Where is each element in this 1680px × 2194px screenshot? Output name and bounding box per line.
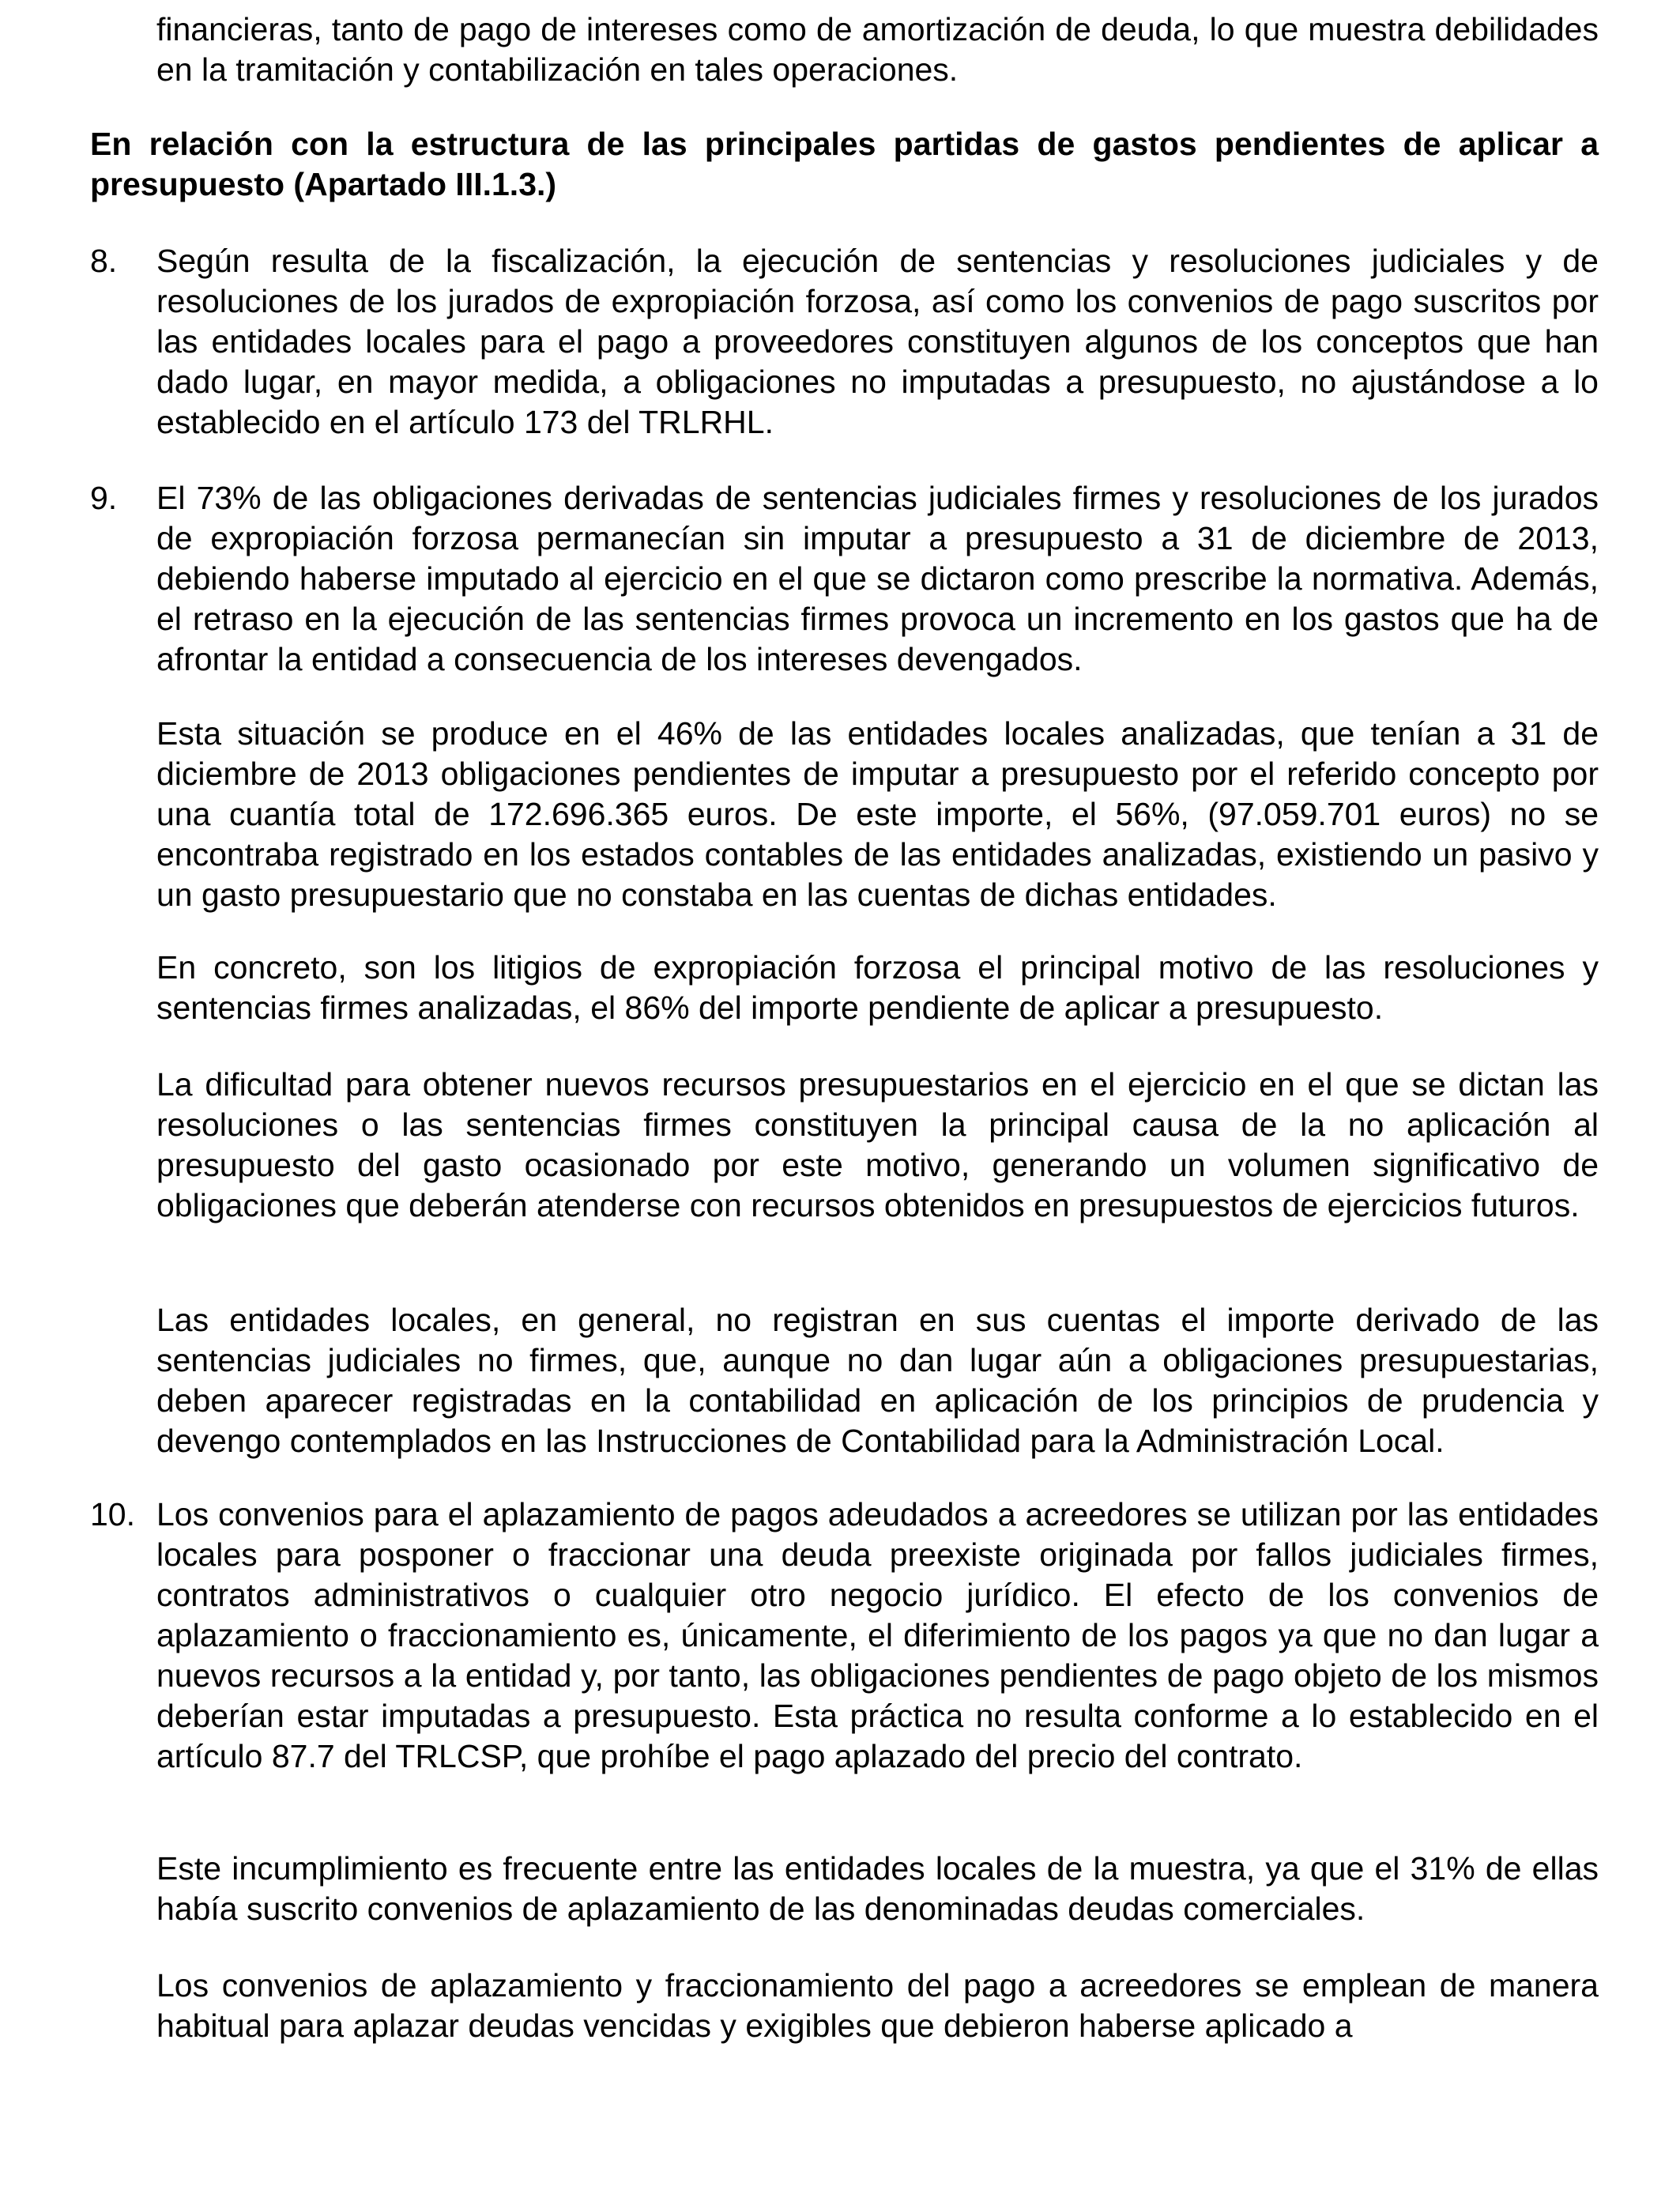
item-9-paragraph-2-block	[0, 948, 1680, 1028]
section-heading-block	[0, 124, 1680, 205]
item-10-number: 10.	[90, 1496, 135, 1532]
item-9-text: El 73% de las obligaciones derivadas de sentencias judiciales firmes y resoluciones de los jurados de expropiación forzosa permanecían sin imputar a presupuesto a 31 de diciembre de 2013, debiendo haberse imputado al ejercicio en el que se dictaron como prescribe la normativa. Además, el retraso en la ejecución de las sentencias firmes provoca un incremento en los gastos que ha de afrontar la entidad a consecuencia de los intereses devengados.	[156, 480, 1599, 677]
item-9	[0, 478, 1680, 680]
item-10	[0, 1495, 1680, 1777]
item-10-text: Los convenios para el aplazamiento de pagos adeudados a acreedores se utilizan por las entidades locales para posponer o fraccionar una deuda preexiste originada por fallos judiciales firmes, contratos administrativos o cualquier otro negocio jurídico. El efecto de los convenios de aplazamiento o fraccionamiento es, únicamente, el diferimiento de los pagos ya que no dan lugar a nuevos recursos a la entidad y, por tanto, las obligaciones pendientes de pago objeto de los mismos deberían estar imputadas a presupuesto. Esta práctica no resulta conforme a lo establecido en el artículo 87.7 del TRLCSP, que prohíbe el pago aplazado del precio del contrato.	[156, 1496, 1599, 1774]
item-8	[0, 241, 1680, 443]
item-10-paragraph-2-block	[0, 1966, 1680, 2046]
item-9-number: 9.	[90, 480, 118, 516]
continuation-paragraph-block	[0, 9, 1680, 90]
item-9-paragraph-3: La dificultad para obtener nuevos recursos presupuestarios en el ejercicio en el que se dictan las resoluciones o las sentencias firmes constituyen la principal causa de la no aplicación al presupuesto del gasto ocasionado por este motivo, generando un volumen significativo de obligaciones que deberán atenderse con recursos obtenidos en presupuestos de ejercicios futuros.	[156, 1066, 1599, 1223]
item-9-paragraph-1-block	[0, 714, 1680, 915]
item-9-paragraph-4: Las entidades locales, en general, no registran en sus cuentas el importe derivado de las sentencias judiciales no firmes, que, aunque no dan lugar aún a obligaciones presupuestarias, deben aparecer registradas en la contabilidad en aplicación de los principios de prudencia y devengo contemplados en las Instrucciones de Contabilidad para la Administración Local.	[156, 1302, 1599, 1459]
item-8-text: Según resulta de la fiscalización, la ejecución de sentencias y resoluciones judiciales y de resoluciones de los jurados de expropiación forzosa, así como los convenios de pago suscritos por las entidades locales para el pago a proveedores constituyen algunos de los conceptos que han dado lugar, en mayor medida, a obligaciones no imputadas a presupuesto, no ajustándose a lo establecido en el artículo 173 del TRLRHL.	[156, 243, 1599, 440]
continuation-paragraph: financieras, tanto de pago de intereses como de amortización de deuda, lo que muestra debilidades en la tramitación y contabilización en tales operaciones.	[156, 11, 1599, 88]
item-9-paragraph-2: En concreto, son los litigios de expropiación forzosa el principal motivo de las resoluciones y sentencias firmes analizadas, el 86% del importe pendiente de aplicar a presupuesto.	[156, 949, 1599, 1026]
item-9-paragraph-4-block	[0, 1300, 1680, 1461]
item-10-paragraph-1: Este incumplimiento es frecuente entre las entidades locales de la muestra, ya que el 31% de ellas había suscrito convenios de aplazamiento de las denominadas deudas comerciales.	[156, 1850, 1599, 1927]
section-heading: En relación con la estructura de las principales partidas de gastos pendientes de aplicar a presupuesto (Apartado III.1.3.)	[90, 126, 1599, 202]
item-9-paragraph-3-block	[0, 1065, 1680, 1226]
item-9-paragraph-1: Esta situación se produce en el 46% de las entidades locales analizadas, que tenían a 31 de diciembre de 2013 obligaciones pendientes de imputar a presupuesto por el referido concepto por una cuantía total de 172.696.365 euros. De este importe, el 56%, (97.059.701 euros) no se encontraba registrado en los estados contables de las entidades analizadas, existiendo un pasivo y un gasto presupuestario que no constaba en las cuentas de dichas entidades.	[156, 715, 1599, 913]
item-10-paragraph-1-block	[0, 1849, 1680, 1929]
item-10-paragraph-2: Los convenios de aplazamiento y fraccionamiento del pago a acreedores se emplean de manera habitual para aplazar deudas vencidas y exigibles que debieron haberse aplicado a	[156, 1967, 1599, 2044]
item-8-number: 8.	[90, 243, 118, 279]
